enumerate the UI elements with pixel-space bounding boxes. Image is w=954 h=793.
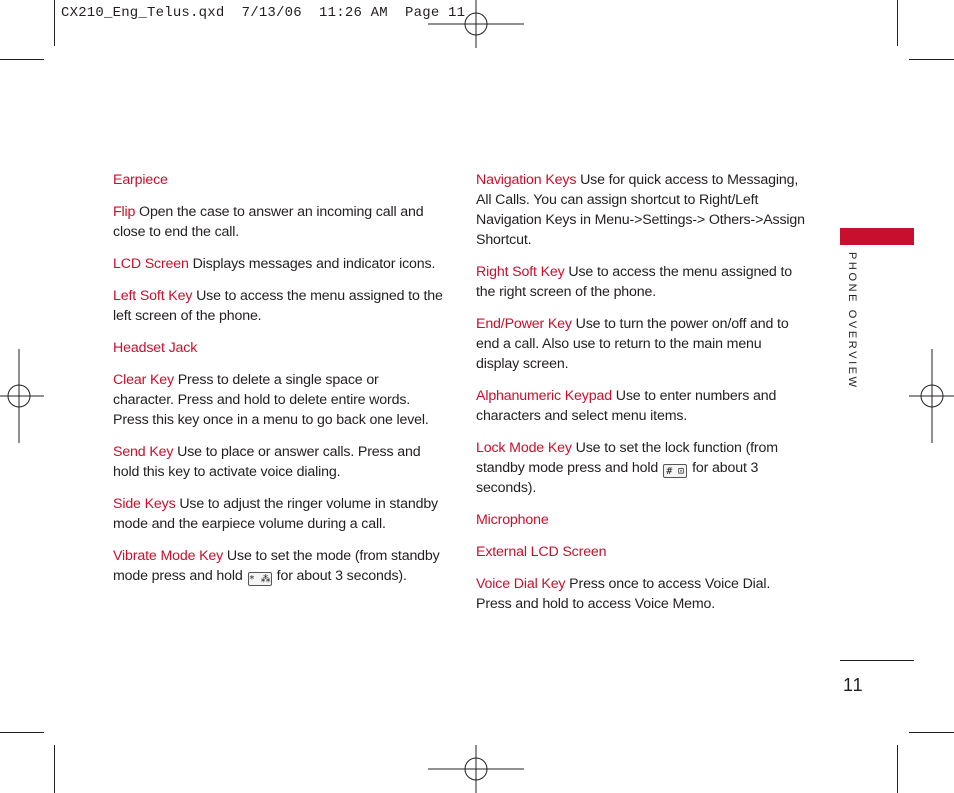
term-microphone: Microphone	[476, 512, 549, 528]
pound-key-icon: # ⊡	[663, 464, 687, 478]
term-send-key: Send Key	[113, 444, 174, 460]
page-number: 11	[843, 675, 864, 695]
desc-flip: Open the case to answer an incoming call and close to end the call.	[113, 204, 424, 240]
entry-end-power-key	[476, 314, 806, 374]
desc-send-key: Use to place or answer calls. Press and hold this key to activate voice dialing.	[113, 444, 421, 480]
desc-left-soft-key: Use to access the menu assigned to the left screen of the phone.	[113, 288, 443, 324]
term-headset-jack: Headset Jack	[113, 340, 198, 356]
menu-name-all-calls: All Calls	[476, 192, 526, 208]
entry-vibrate-mode-key	[113, 546, 443, 586]
term-alphanumeric-keypad: Alphanumeric Keypad	[476, 388, 612, 404]
desc-end-power-key: Use to turn the power on/off and to end a call. Also use to return to the main menu display screen.	[476, 316, 789, 372]
term-navigation-keys: Navigation Keys	[476, 172, 577, 188]
registration-mark-right	[909, 349, 954, 443]
entry-right-soft-key	[476, 262, 806, 302]
entry-flip	[113, 202, 443, 242]
term-vibrate-mode-key: Vibrate Mode Key	[113, 548, 224, 564]
entry-alphanumeric-keypad	[476, 386, 806, 426]
crop-mark-br-h	[909, 732, 954, 733]
term-side-keys: Side Keys	[113, 496, 176, 512]
crop-mark-bl-v	[54, 745, 55, 793]
desc-nav-5: ->	[692, 212, 709, 228]
desc-nav-3: . You can assign shortcut to Right/Left Navigation Keys in	[476, 192, 759, 228]
desc-clear-key: Press to delete a single space or character. Press and hold to delete entire words. Press this key once in a menu to go back one level.	[113, 372, 429, 428]
menu-name-assign-shortcut: Assign Shortcut	[476, 212, 805, 248]
crop-mark-tl-v	[54, 0, 55, 46]
term-lock-mode-key: Lock Mode Key	[476, 440, 572, 456]
desc-nav-2: ,	[794, 172, 799, 188]
term-right-soft-key: Right Soft Key	[476, 264, 565, 280]
registration-mark-bottom	[428, 745, 524, 793]
desc-voice-dial-2: . Press and hold to access Voice Memo.	[476, 576, 771, 612]
entry-navigation-keys	[476, 170, 806, 250]
term-earpiece: Earpiece	[113, 172, 168, 188]
registration-mark-left	[0, 349, 44, 443]
term-end-power-key: End/Power Key	[476, 316, 572, 332]
star-key-icon: * ⁂	[248, 574, 271, 585]
menu-name-others: Others	[708, 212, 751, 228]
entry-left-soft-key	[113, 286, 443, 326]
term-flip: Flip	[113, 204, 136, 220]
desc-lock-mode-key: Use to set the lock function (from standby mode press and hold	[476, 440, 778, 476]
slug-line: CX210_Eng_Telus.qxd 7/13/06 11:26 AM Page 11	[61, 5, 466, 21]
term-left-soft-key: Left Soft Key	[113, 288, 193, 304]
desc-lock-mode-key-end: for about 3 seconds).	[476, 460, 759, 496]
desc-nav-7: .	[527, 232, 532, 248]
entry-side-keys	[113, 494, 443, 534]
menu-name-voice-dial: Voice Dial	[704, 576, 767, 592]
right-column	[476, 170, 806, 626]
entry-earpiece	[113, 170, 443, 190]
section-tab-bar	[840, 228, 914, 245]
entry-external-lcd-screen	[476, 542, 806, 562]
left-column	[113, 170, 443, 598]
crop-mark-tr-h	[909, 59, 954, 60]
menu-name-messaging: Messaging	[727, 172, 795, 188]
entry-lock-mode-key	[476, 438, 806, 498]
term-clear-key: Clear Key	[113, 372, 174, 388]
desc-lcd-screen: Displays messages and indicator icons.	[188, 256, 436, 272]
page-number-rule	[840, 660, 914, 661]
desc-nav-6: ->	[750, 212, 764, 228]
term-lcd-screen: LCD Screen	[113, 256, 189, 272]
entry-microphone	[476, 510, 806, 530]
crop-mark-bl-h	[0, 732, 44, 733]
entry-lcd-screen	[113, 254, 443, 274]
registration-mark-top	[428, 0, 524, 48]
desc-voice-dial-1: Press once to access	[565, 576, 705, 592]
entry-headset-jack	[113, 338, 443, 358]
desc-vibrate-mode-key: Use to set the mode (from standby mode press and hold	[113, 548, 440, 584]
desc-right-soft-key: Use to access the menu assigned to the right screen of the phone.	[476, 264, 792, 300]
desc-nav-4: ->	[629, 212, 643, 228]
menu-name-settings: Settings	[642, 212, 693, 228]
section-label: PHONE OVERVIEW	[846, 252, 858, 390]
term-external-lcd-screen: External LCD Screen	[476, 544, 607, 560]
menu-name-menu: Menu	[594, 212, 630, 228]
entry-voice-dial-key	[476, 574, 806, 614]
desc-vibrate-mode-key-end: for about 3 seconds).	[276, 568, 407, 584]
desc-alphanumeric-keypad: Use to enter numbers and characters and select menu items.	[476, 388, 777, 424]
term-voice-dial-key: Voice Dial Key	[476, 576, 566, 592]
entry-send-key	[113, 442, 443, 482]
crop-mark-tl-h	[0, 59, 44, 60]
entry-clear-key	[113, 370, 443, 430]
crop-mark-br-v	[897, 745, 898, 793]
crop-mark-tr-v	[897, 0, 898, 46]
desc-nav-1: Use for quick access to	[576, 172, 728, 188]
desc-side-keys: Use to adjust the ringer volume in standby mode and the earpiece volume during a call.	[113, 496, 438, 532]
